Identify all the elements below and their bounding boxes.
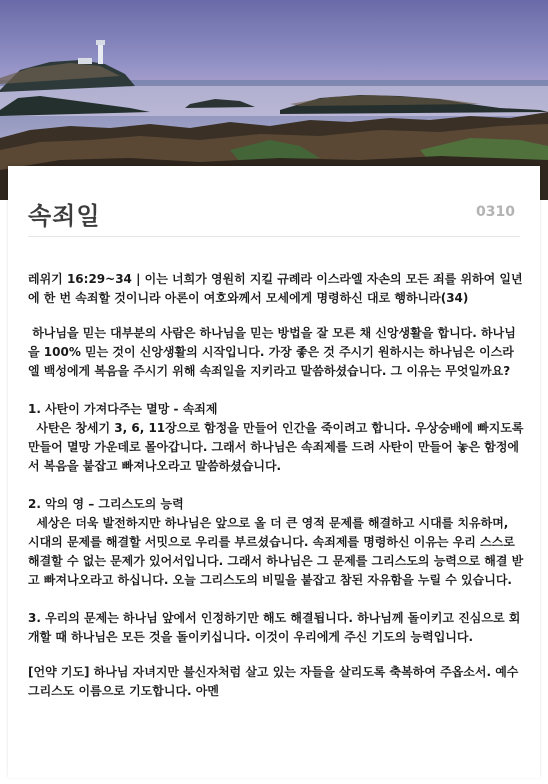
section-heading: 2. 악의 영 – 그리스도의 능력 <box>28 497 184 511</box>
devotional-card <box>8 166 540 778</box>
title-divider <box>28 236 520 237</box>
spacer <box>28 308 524 324</box>
devotional-body <box>28 270 528 701</box>
date-code: 0310 <box>476 204 515 220</box>
scripture-reference: 레위기 16:29~34 | 이는 너희가 영원히 지킬 규례라 이스라엘 자손의 모든 죄를 위하여 일년에 한 번 속죄할 것이니라 아론이 여호와께서 모세에게 명령하신 대로 행하니라(34) <box>28 272 523 305</box>
intro-paragraph: 하나님을 믿는 대부분의 사람은 하나님을 믿는 방법을 잘 모른 채 신앙생활을 합니다. 하나님을 100% 믿는 것이 신앙생활의 시작입니다. 가장 좋은 것 주시기 원하시는 하나님은 이스라엘 백성에게 복음을 주시기 위해 속죄일을 지키라고 말씀하셨습니다. 그 이유는 무엇일까요? <box>28 326 516 378</box>
spacer <box>28 590 524 609</box>
section-text: 세상은 더욱 발전하지만 하나님은 앞으로 올 더 큰 영적 문제를 해결하고 시대를 치유하며, 시대의 문제를 해결할 서밋으로 우리를 부르셨습니다. 속죄제를 명령하신 이유는 우리 스스로 해결할 수 없는 문제가 있어서입니다. 그래서 하나님은 그 문제를 그리스도의 능력으로 해결 받고 빠져나오라고 하십니다. 오늘 그리스도의 비밀을 붙잡고 참된 자유함을 누릴 수 있습니다. <box>28 516 524 587</box>
spacer <box>28 647 524 663</box>
spacer <box>28 381 524 400</box>
prayer-paragraph: [언약 기도] 하나님 자녀지만 불신자처럼 살고 있는 자들을 살리도록 축복하여 주옵소서. 예수 그리스도 이름으로 기도합니다. 아멘 <box>28 665 523 698</box>
spacer <box>28 476 524 495</box>
section-heading: 1. 사탄이 가져다주는 멸망 - 속죄제 <box>28 402 218 416</box>
section-text: 사탄은 창세기 3, 6, 11장으로 함정을 만들어 인간을 죽이려고 합니다. 우상숭배에 빠지도록 만들어 멸망 가운데로 몰아갑니다. 그래서 하나님은 속죄제를 드려 사탄이 만들어 놓은 함정에서 복음을 붙잡고 빠져나오라고 말씀하셨습니다. <box>28 421 528 473</box>
page-title: 속죄일 <box>28 202 101 230</box>
point-three-paragraph: 3. 우리의 문제는 하나님 앞에서 인정하기만 해도 해결됩니다. 하나님께 돌이키고 진심으로 회개할 때 하나님은 모든 것을 돌이키십니다. 이것이 우리에게 주신 기도의 능력입니다. <box>28 611 521 644</box>
